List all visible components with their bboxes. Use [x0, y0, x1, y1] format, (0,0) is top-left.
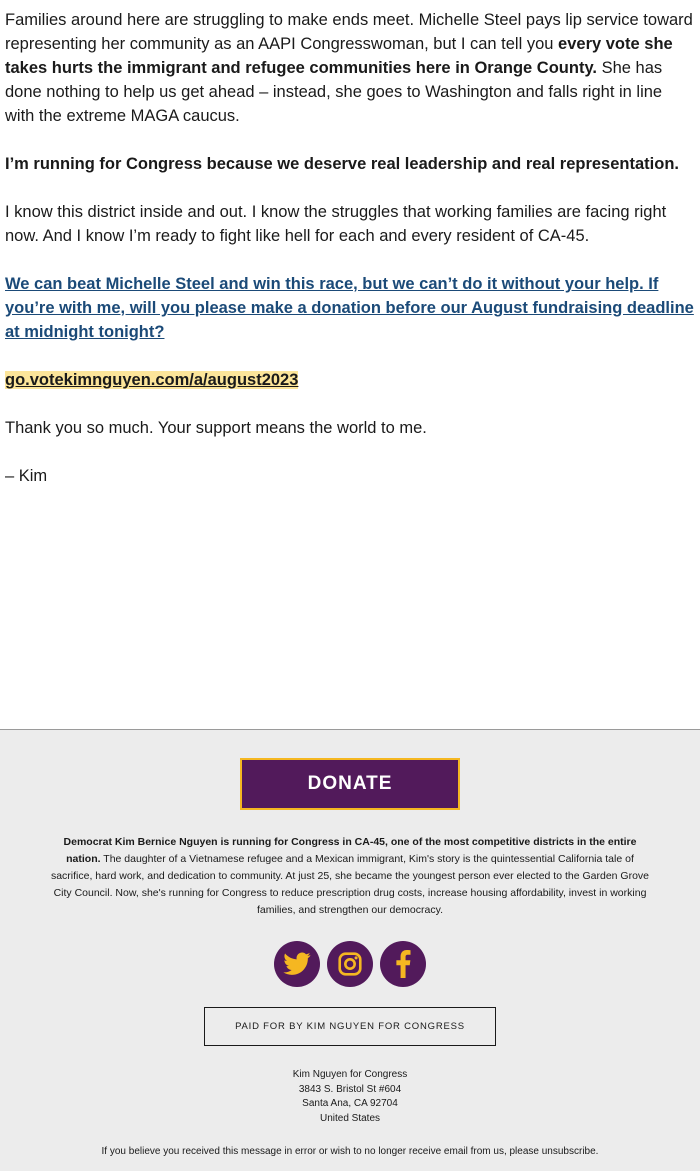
- address-org: Kim Nguyen for Congress: [292, 1069, 408, 1080]
- paid-for-disclaimer: PAID FOR BY KIM NGUYEN FOR CONGRESS: [204, 1007, 496, 1046]
- blurb-text: The daughter of a Vietnamese refugee and a Mexican immigrant, Kim's story is the quintessential California tale of sacrifice, hard work, and dedication to community. At just 25, she became the youngest person ever elected to the Garden Grove City Council. Now, she's running for Congress to reduce prescription drug costs, increase housing affordability, invest in working families, and strengthen our democracy.: [50, 853, 650, 916]
- intro-text-continued: She has done nothing to help us get ahead – instead, she goes to Washington and falls right in line with the extreme MAGA caucus.: [5, 59, 663, 125]
- paragraph-thanks: Thank you so much. Your support means the world to me.: [5, 419, 427, 437]
- paragraph-url: [5, 368, 694, 392]
- twitter-icon[interactable]: [274, 941, 320, 987]
- intro-bold-text: every vote she takes hurts the immigrant and refugee communities here in Orange County.: [5, 35, 673, 77]
- blurb-bold-text: Democrat Kim Bernice Nguyen is running for Congress in CA-45, one of the most competitive districts in the entire nation.: [63, 836, 637, 865]
- paragraph-cta: [5, 272, 694, 344]
- paragraph-intro: [5, 8, 694, 128]
- email-body: [0, 0, 700, 488]
- donate-button[interactable]: DONATE: [240, 758, 460, 810]
- unsubscribe-notice: If you believe you received this message in error or wish to no longer receive email from us, please unsubscribe.: [101, 1146, 599, 1157]
- instagram-icon[interactable]: [327, 941, 373, 987]
- donate-url-link[interactable]: go.votekimnguyen.com/a/august2023: [5, 371, 299, 389]
- address-country: United States: [319, 1112, 381, 1124]
- mailing-address: [0, 1068, 700, 1126]
- address-street: 3843 S. Bristol St #604: [298, 1083, 402, 1095]
- signoff: – Kim: [5, 467, 48, 485]
- social-links: [0, 941, 700, 987]
- paragraph-district: I know this district inside and out. I know the struggles that working families are facing right now. And I know I’m ready to fight like hell for each and every resident of CA-45.: [5, 203, 667, 245]
- address-city: Santa Ana, CA 92704: [302, 1098, 398, 1109]
- candidate-blurb: [50, 834, 650, 919]
- donation-ask-link[interactable]: We can beat Michelle Steel and win this race, but we can’t do it without your help. If you’re with me, will you please make a donation before our August fundraising deadline at midnight tonight?: [5, 275, 694, 341]
- email-footer: [0, 729, 700, 1171]
- intro-text: Families around here are struggling to make ends meet. Michelle Steel pays lip service toward representing her community as an AAPI Congresswoman, but I can tell you: [5, 11, 693, 53]
- paragraph-running: I’m running for Congress because we deserve real leadership and real representation.: [5, 155, 679, 173]
- facebook-icon[interactable]: [380, 941, 426, 987]
